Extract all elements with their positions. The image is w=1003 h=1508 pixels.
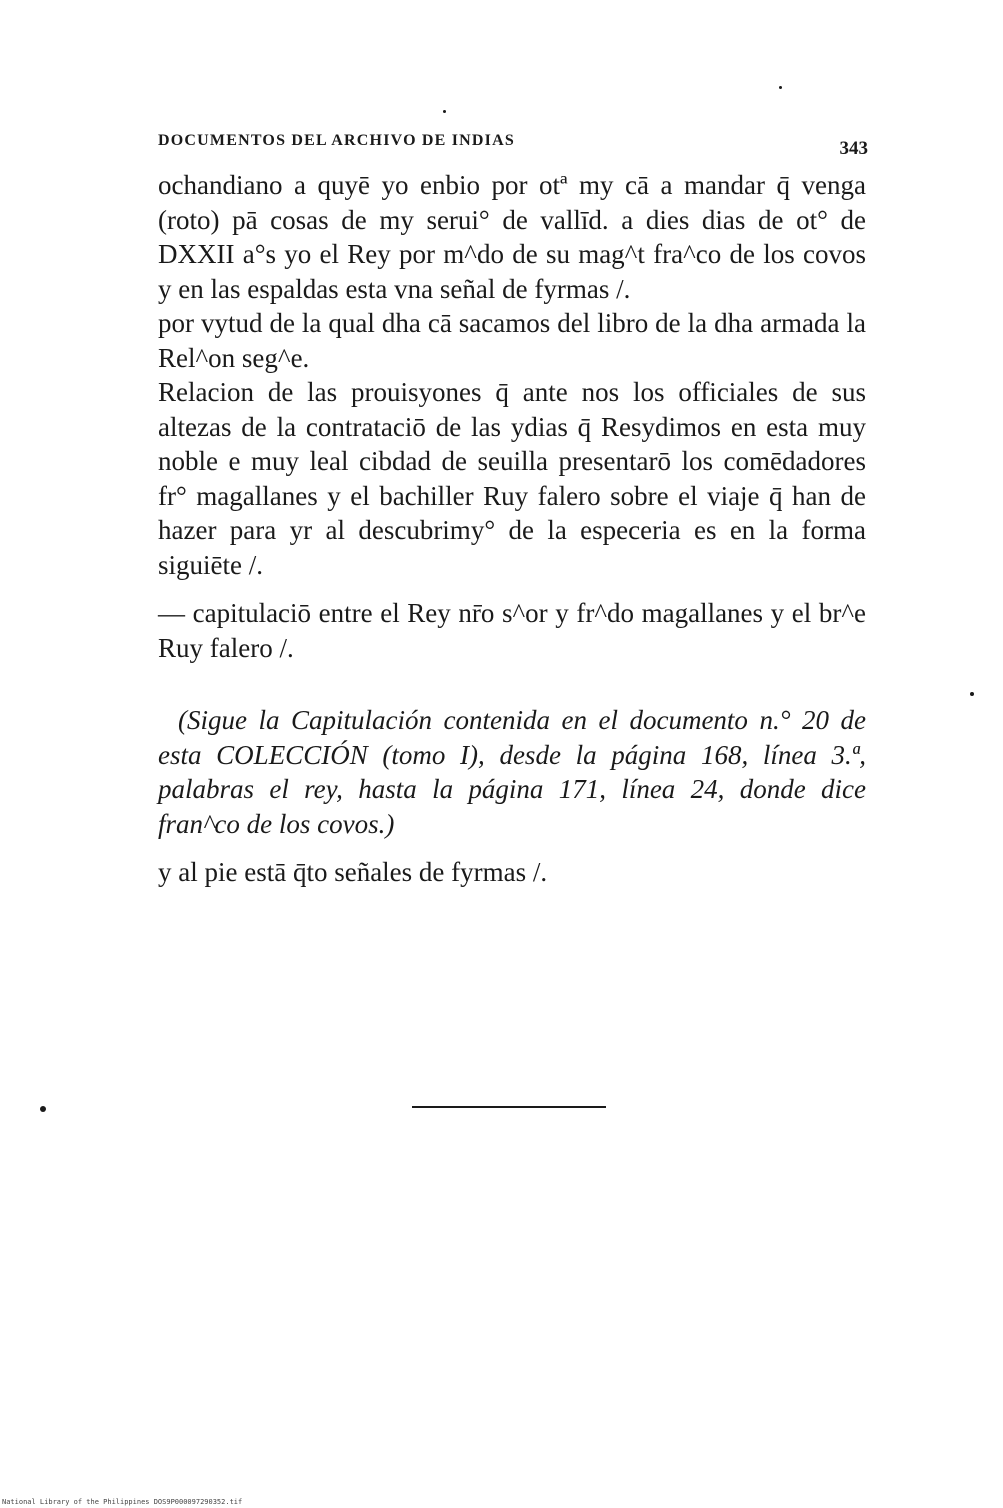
- closing-rule: [412, 1106, 606, 1108]
- scan-speck: [443, 110, 446, 113]
- paragraph-signatures: y al pie estā q̄to señales de fyrmas /.: [158, 857, 548, 887]
- scan-speck: [779, 86, 782, 89]
- scan-footer-note: National Library of the Philippines DOS9P000097290352.tif: [2, 1498, 243, 1506]
- page-number: 343: [839, 138, 868, 159]
- paragraph-virtue-of-letter: por vytud de la qual dha cā sacamos del libro de la dha armada la Rel^on seg^e.: [158, 308, 866, 373]
- paragraph-capitulacion: — capitulaciō entre el Rey nr̄o s^or y fr^do magallanes y el br^e Ruy falero /.: [158, 598, 866, 663]
- running-head: DOCUMENTOS DEL ARCHIVO DE INDIAS: [158, 132, 515, 149]
- page-header: [0, 128, 868, 164]
- document-body: [158, 168, 866, 890]
- scan-speck: [40, 1106, 46, 1112]
- paragraph-relacion: Relacion de las prouisyones q̄ ante nos los officiales de sus altezas de la contrataciō de las ydias q̄ Resydimos en esta muy noble e muy leal cibdad de seuilla presentarō los comēdadores fr° magallanes y el bachiller Ruy falero sobre el viaje q̄ han de hazer para yr al descubrimy° de la especeria es en la forma siguiēte /.: [158, 377, 866, 580]
- scan-speck: [970, 692, 974, 696]
- paragraph-editorial-note: (Sigue la Capitulación contenida en el documento n.° 20 de esta COLECCIÓN (tomo I), desde la página 168, línea 3.ª, palabras el rey, hasta la página 171, línea 24, donde dice fran^co de los covos.): [158, 705, 866, 839]
- paragraph-letter-closing: ochandiano a quyē yo enbio por otª my cā a mandar q̄ venga (roto) pā cosas de my serui° de vallīd. a dies dias de ot° de DXXII a°s yo el Rey por m^do de su mag^t fra^co de los covos y en las espaldas esta vna señal de fyrmas /.: [158, 170, 866, 304]
